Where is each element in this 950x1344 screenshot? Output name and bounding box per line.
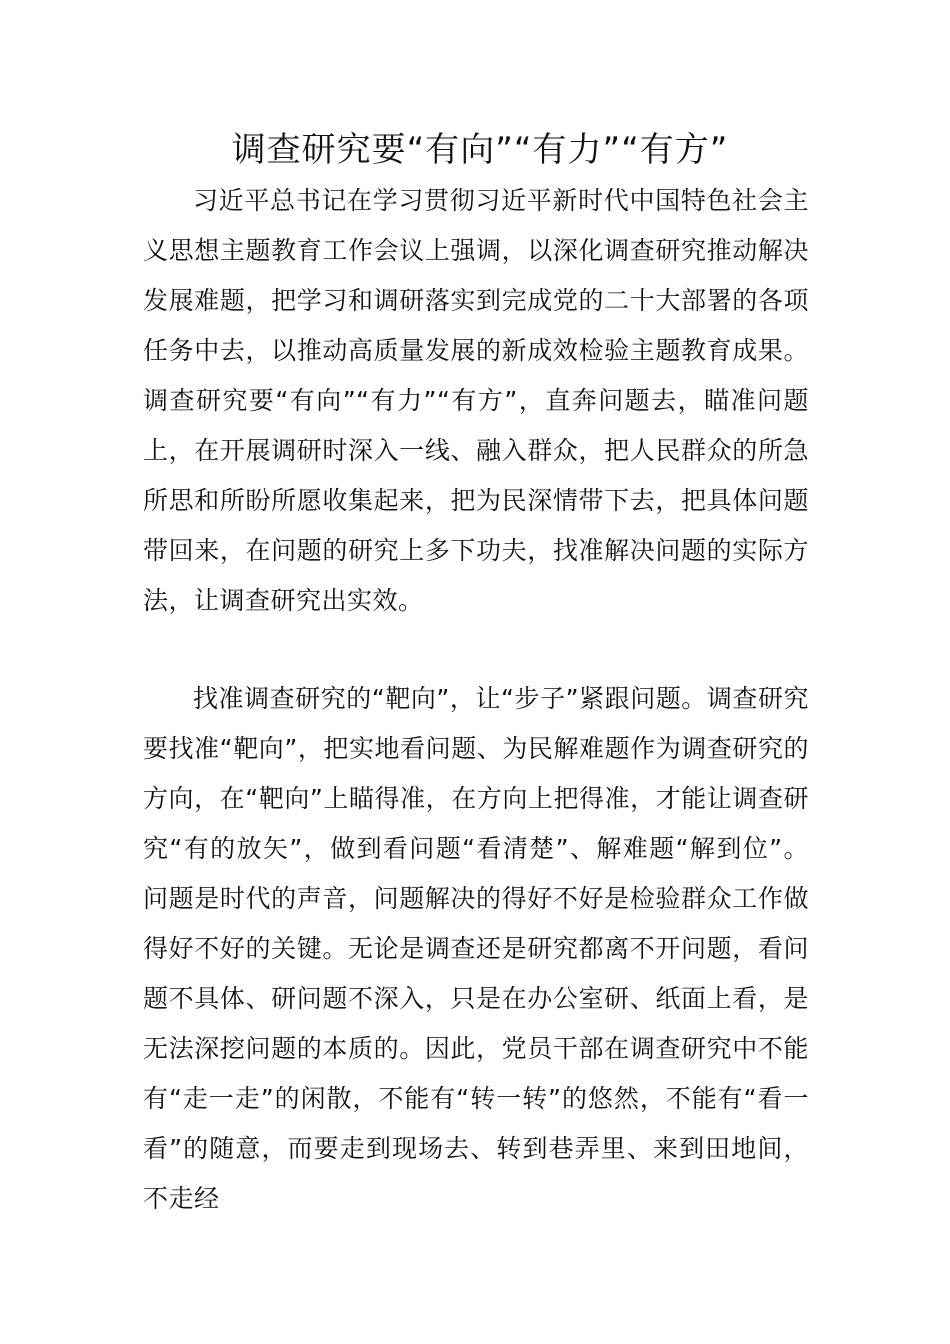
paragraph-target-direction: 找准调查研究的“靶向”，让“步子”紧跟问题。调查研究要找准“靶向”，把实地看问题、为民解难题作为调查研究的方向，在“靶向”上瞄得准，在方向上把得准，才能让调查研究“有的放矢”，做到看问题“看清楚”、解难题“解到位”。问题是时代的声音，问题解决的得好不好是检验群众工作做得好不好的关键。无论是调查还是研究都离不开问题，看问题不具体、研问题不深入，只是在办公室研、纸面上看，是无法深挖问题的本质的。因此，党员干部在调查研究中不能有“走一走”的闲散，不能有“转一转”的悠然，不能有“看一看”的随意，而要走到现场去、转到巷弄里、来到田地间，不走经 xyxy=(143,684,809,1213)
paragraph-intro: 习近平总书记在学习贯彻习近平新时代中国特色社会主义思想主题教育工作会议上强调，以深化调查研究推动解决发展难题，把学习和调研落实到完成党的二十大部署的各项任务中去，以推动高质量发展的新成效检验主题教育成果。调查研究要“有向”“有力”“有方”，直奔问题去，瞄准问题上，在开展调研时深入一线、融入群众，把人民群众的所急所思和所盼所愿收集起来，把为民深情带下去，把具体问题带回来，在问题的研究上多下功夫，找准解决问题的实际方法，让调查研究出实效。 xyxy=(143,186,809,615)
document-title: 调查研究要“有向”“有力”“有方” xyxy=(231,130,729,170)
